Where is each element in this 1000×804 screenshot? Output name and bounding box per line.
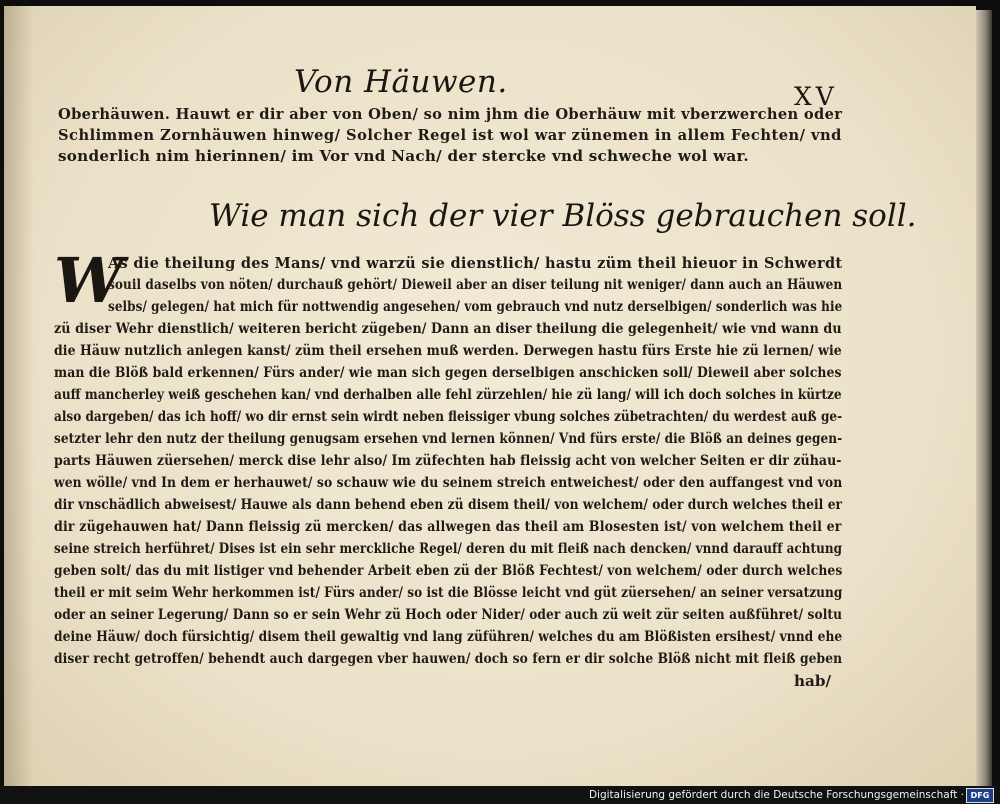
text-line: diser recht getroffen/ behendt auch dargegen vber hauwen/ doch so fern er dir solche Blöß nicht mit fleiß geben: [54, 651, 843, 667]
text-line: Schlimmen Zornhäuwen hinweg/ Solcher Regel ist wol war zünemen in allem Fechten/ vnd: [58, 126, 842, 144]
page-edge: [976, 10, 992, 786]
text-line: Oberhäuwen. Hauwt er dir aber von Oben/ so nim jhm die Oberhäuw mit vberzwerchen oder: [58, 105, 843, 123]
text-line: die Häuw nutzlich anlegen kanst/ züm theil ersehen muß werden. Derwegen hastu fürs Erste hie zü lernen/ wie: [54, 343, 842, 359]
text-line: theil er mit seim Wehr herkommen ist/ Fürs ander/ so ist die Blösse leicht vnd güt züersehen/ an seiner versatzung: [54, 585, 843, 601]
text-line: oder an seiner Legerung/ Dann so er sein Wehr zü Hoch oder Nider/ oder auch zü weit zür seiten außführet/ soltu: [54, 607, 843, 623]
funding-credit: Digitalisierung gefördert durch die Deutsche Forschungsgemeinschaft ·: [588, 789, 964, 801]
text-line: souil daselbs von nöten/ durchauß gehört/ Dieweil aber an diser teilung nit weniger/ dann auch an Häuwen: [108, 277, 843, 293]
folio-number: XV: [794, 82, 838, 111]
text-line: wen wölle/ vnd In dem er herhauwet/ so schauw wie du seinem streich entweichest/ oder den auffangest vnd von: [54, 475, 843, 491]
section-heading: Wie man sich der vier Blöss gebrauchen soll.: [209, 198, 917, 234]
text-line: selbs/ gelegen/ hat mich für nottwendig angesehen/ vom gebrauch vnd nutz derselbigen/ sonderlich was hie: [108, 299, 843, 315]
text-line: seine streich herführet/ Dises ist ein sehr merckliche Regel/ deren du mit fleiß nach dencken/ vnnd darauff achtung: [54, 541, 843, 557]
text-line: auff mancherley weiß geschehen kan/ vnd derhalben alle fehl zürzehlen/ hie zü lang/ will ich doch solches in kürtze: [54, 387, 842, 403]
text-line: As die theilung des Mans/ vnd warzü sie dienstlich/ hastu züm theil hieuor in Schwerdt: [108, 254, 843, 272]
text-line: deine Häuw/ doch fürsichtig/ disem theil gewaltig vnd lang züführen/ welches du am Blößisten ersihest/ vnnd ehe: [54, 629, 843, 645]
text-line: also dargeben/ das ich hoff/ wo dir ernst sein wirdt neben fleissiger vbung solches zübetrachten/ du werdest auß ge-: [54, 409, 843, 425]
text-line: geben solt/ das du mit listiger vnd behender Arbeit eben zü der Blöß Fechtest/ von welchem/ oder durch welches: [54, 563, 843, 579]
text-line: parts Häuwen züersehen/ merck dise lehr also/ Im züfechten hab fleissig acht von welcher Seiten er dir zühau-: [54, 453, 842, 469]
text-line: hab/: [794, 672, 832, 690]
drop-initial: W: [54, 244, 124, 317]
footer-bar: [0, 786, 1000, 804]
book-page: [4, 6, 976, 788]
dfg-logo: DFG: [966, 788, 994, 803]
text-line: setzter lehr den nutz der theilung genugsam ersehen vnd lernen können/ Vnd fürs erste/ die Blöß an deines gegen-: [54, 431, 843, 447]
text-line: dir zügehauwen hat/ Dann fleissig zü mercken/ das allwegen das theil am Blosesten ist/ von welchem theil er: [54, 519, 842, 535]
text-line: dir vnschädlich abweisest/ Hauwe als dann behend eben zü disem theil/ von welchem/ oder durch welches theil er: [54, 497, 843, 513]
text-line: sonderlich nim hierinnen/ im Vor vnd Nach/ der stercke vnd schweche wol war.: [58, 147, 749, 165]
running-head: Von Häuwen.: [294, 64, 508, 100]
gutter-shadow: [4, 6, 34, 788]
text-line: man die Blöß bald erkennen/ Fürs ander/ wie man sich gegen derselbigen anschicken soll/ Dieweil aber solches: [54, 365, 842, 381]
text-line: zü diser Wehr dienstlich/ weiteren bericht zügeben/ Dann an diser theilung die gelegenheit/ wie vnd wann du: [54, 321, 842, 337]
